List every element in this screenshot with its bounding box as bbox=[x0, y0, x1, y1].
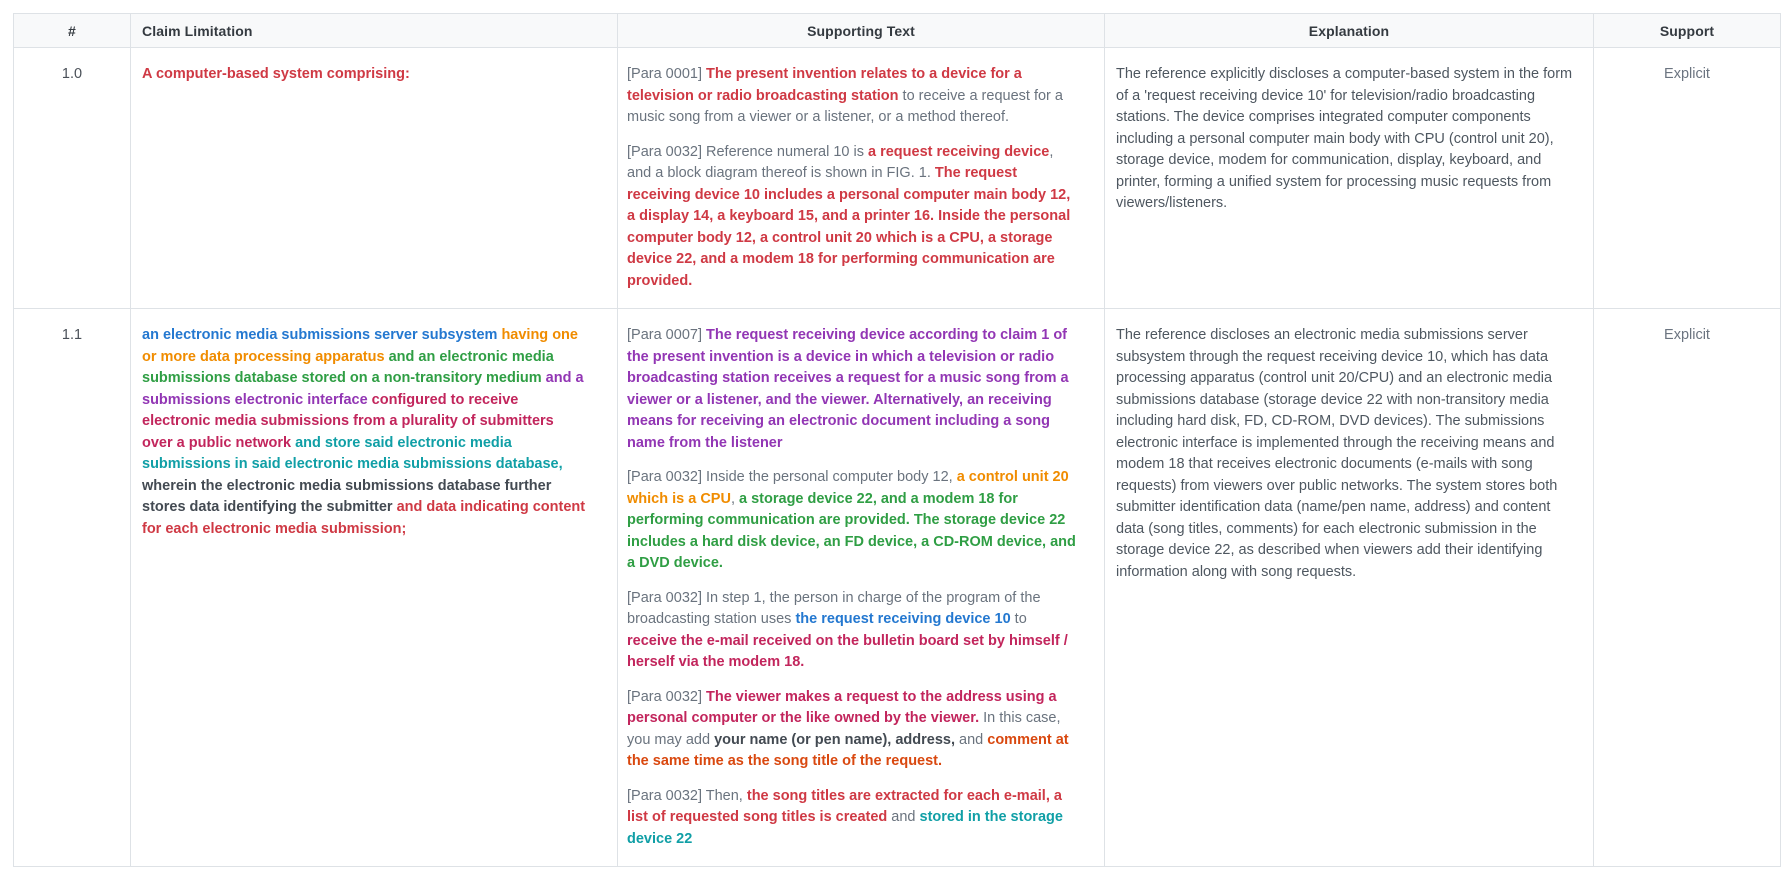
column-header-explanation: Explanation bbox=[1105, 14, 1594, 48]
text-segment: your name (or pen name), address, bbox=[714, 731, 955, 748]
text-segment: [Para 0032] In step 1, the person in charge of the program of the broadcasting station uses bbox=[627, 589, 1041, 627]
text-segment: In this case, you may add bbox=[627, 710, 1061, 748]
explanation-cell bbox=[1105, 48, 1594, 309]
text-segment: wherein the electronic media submissions database further stores data identifying the submitter bbox=[142, 477, 552, 515]
paragraph bbox=[142, 64, 587, 86]
paragraph bbox=[1116, 64, 1579, 215]
text-segment: and store said electronic media submissions in said electronic media submissions database, bbox=[142, 434, 563, 472]
text-segment: [Para 0032] Then, bbox=[627, 787, 747, 804]
text-segment: [Para 0007] bbox=[627, 327, 706, 343]
text-segment: The reference discloses an electronic media submissions server subsystem through the request receiving device 10, which has data processing apparatus (control unit 20/CPU) and an electronic media submissions database (storage device 22 with non-transitory media including hard disk, FD, CD-ROM, DVD devices). The submissions electronic interface is implemented through the receiving means and modem 18 that receives electronic documents (e-mails with song requests) from viewers over public networks. The system stores both submitter identification data (name/pen name, address) and content data (song titles, comments) for each electronic submission in the storage device 22, as described when viewers add their identifying information along with song requests. bbox=[1116, 327, 1558, 580]
claim-chart-table bbox=[13, 13, 1781, 867]
text-segment: The request receiving device 10 includes a personal computer main body 12, a display 14, a keyboard 15, and a printer 16. Inside the personal computer body 12, a control unit 20 which is a CPU, a storage device 22, and a modem 18 for performing communication are provided. bbox=[627, 165, 1071, 289]
text-segment: the song titles are extracted for each e-mail, a list of requested song titles is created bbox=[627, 787, 1062, 825]
text-segment: and a submissions electronic interface bbox=[142, 370, 584, 408]
claim-limitation-cell bbox=[131, 48, 618, 309]
row-number-cell: 1.0 bbox=[14, 48, 131, 309]
text-segment: stored in the storage device 22 bbox=[627, 809, 1063, 847]
column-header-supporting-text: Supporting Text bbox=[618, 14, 1105, 48]
text-segment: The present invention relates to a device for a television or radio broadcasting station bbox=[627, 66, 1022, 104]
paragraph bbox=[627, 786, 1076, 851]
supporting-text-cell bbox=[618, 309, 1105, 867]
paragraph bbox=[627, 325, 1076, 454]
table-header-row bbox=[14, 14, 1781, 48]
text-segment: and bbox=[887, 809, 920, 825]
text-segment: [Para 0032] Inside the personal computer body 12, bbox=[627, 469, 957, 485]
paragraph bbox=[627, 142, 1076, 293]
text-segment: , and a block diagram thereof is shown in FIG. 1. bbox=[627, 143, 1054, 181]
text-segment: a storage device 22, and a modem 18 for performing communication are provided. The storage device 22 includes a hard disk device, an FD device, a CD-ROM device, and a DVD device. bbox=[627, 490, 1076, 571]
text-segment: a request receiving device bbox=[868, 143, 1050, 160]
paragraph bbox=[1116, 325, 1579, 583]
table-row[interactable] bbox=[14, 48, 1781, 309]
text-segment: The request receiving device according to claim 1 of the present invention is a device in which a television or radio broadcasting station receives a request for a music song from a viewer or a listener, and the viewer. Alternatively, an receiving means for receiving an electronic document including a song name from the listener bbox=[627, 327, 1069, 451]
paragraph bbox=[627, 687, 1076, 773]
text-segment: , bbox=[730, 490, 740, 507]
text-segment: and data indicating content for each electronic media submission; bbox=[142, 499, 586, 537]
claim-limitation-cell bbox=[131, 309, 618, 867]
text-segment: and an electronic media submissions database stored on a non-transitory medium bbox=[142, 348, 554, 386]
page-root bbox=[0, 13, 1781, 874]
text-segment: and bbox=[955, 731, 988, 748]
explanation-cell bbox=[1105, 309, 1594, 867]
paragraph bbox=[627, 588, 1076, 674]
text-segment: an electronic media submissions server subsystem bbox=[142, 327, 502, 343]
supporting-text-cell bbox=[618, 48, 1105, 309]
paragraph bbox=[627, 467, 1076, 575]
text-segment: The viewer makes a request to the address using a personal computer or the like owned by the viewer. bbox=[627, 688, 1057, 726]
text-segment: the request receiving device 10 bbox=[795, 611, 1011, 627]
table-row[interactable] bbox=[14, 309, 1781, 867]
support-cell: Explicit bbox=[1594, 48, 1781, 309]
column-header-claim-limitation: Claim Limitation bbox=[131, 14, 618, 48]
text-segment: receive the e-mail received on the bulletin board set by himself / herself via the modem 18. bbox=[627, 632, 1068, 670]
column-header-support: Support bbox=[1594, 14, 1781, 48]
paragraph bbox=[627, 64, 1076, 129]
row-number-cell: 1.1 bbox=[14, 309, 131, 867]
text-segment: [Para 0032] bbox=[627, 688, 706, 705]
text-segment: [Para 0032] Reference numeral 10 is bbox=[627, 143, 868, 160]
text-segment: [Para 0001] bbox=[627, 66, 706, 82]
support-cell: Explicit bbox=[1594, 309, 1781, 867]
text-segment: The reference explicitly discloses a computer-based system in the form of a 'request receiving device 10' for television/radio broadcasting stations. The device comprises integrated computer components including a personal computer main body with CPU (control unit 20), storage device, modem for communication, display, keyboard, and printer, forming a unified system for processing music requests from viewers/listeners. bbox=[1116, 66, 1573, 211]
text-segment: A computer-based system comprising: bbox=[142, 66, 410, 82]
text-segment: to receive a request for a music song from a viewer or a listener, or a method thereof. bbox=[627, 87, 1063, 125]
text-segment: comment at the same time as the song title of the request. bbox=[627, 731, 1069, 769]
text-segment: to bbox=[1010, 611, 1027, 627]
text-segment: having one or more data processing apparatus bbox=[142, 327, 578, 365]
paragraph bbox=[142, 325, 587, 540]
column-header-number: # bbox=[14, 14, 131, 48]
text-segment: configured to receive electronic media submissions from a plurality of submitters over a public network bbox=[142, 391, 554, 451]
text-segment: a control unit 20 which is a CPU bbox=[627, 469, 1069, 507]
